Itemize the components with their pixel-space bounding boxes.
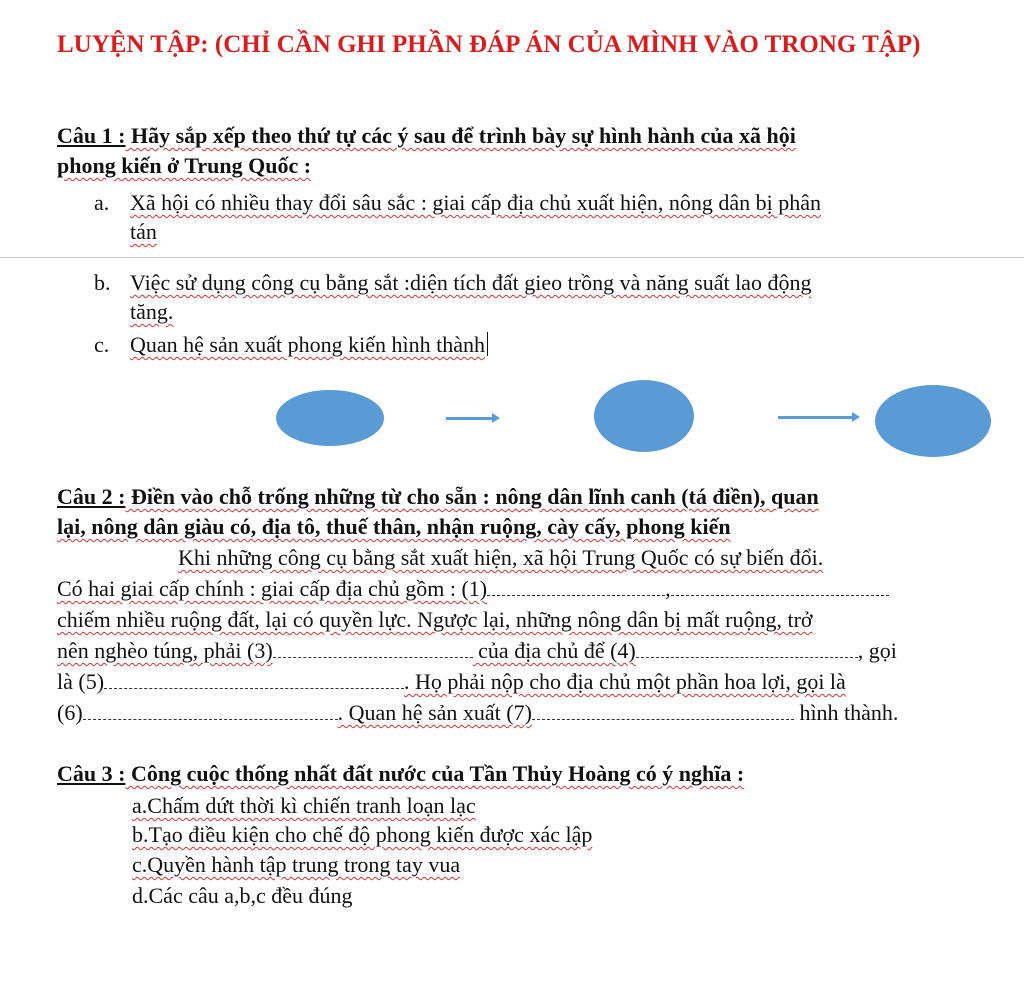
diagram-circle-2[interactable] xyxy=(594,380,694,452)
q1-option-b xyxy=(94,268,811,297)
q1-option-c-marker: c. xyxy=(94,332,110,357)
q3-option-c xyxy=(132,850,460,879)
q2-p4b: của địa chủ để (4) xyxy=(472,638,636,663)
q3-option-a xyxy=(132,791,476,820)
q1-heading-line1 xyxy=(57,121,796,150)
blank-6[interactable] xyxy=(83,715,338,720)
text-cursor xyxy=(487,332,488,356)
blank-2[interactable] xyxy=(671,591,889,596)
q2-p3: chiếm nhiều ruộng đất, lại có quyền lực. Ngược lại, những nông dân bị mất ruộng, trở xyxy=(57,607,813,632)
q2-text-line1: Điền vào chỗ trống những từ cho sẵn : nông dân lĩnh canh (tá điền), quan xyxy=(125,484,819,509)
q2-heading-line1 xyxy=(57,482,819,511)
q2-p5a: là (5) xyxy=(57,669,105,694)
q3-heading xyxy=(57,759,744,788)
q2-p6c: hình thành. xyxy=(793,700,899,725)
q1-option-b-line1: Việc sử dụng công cụ bằng sắt :diện tích đất gieo trồng và năng suất lao động xyxy=(130,270,812,295)
q3-label: Câu 3 : xyxy=(57,761,126,786)
q3-option-d-text: d.Các câu a,b,c đều đúng xyxy=(132,883,353,908)
q3-option-b-text: b.Tạo điều kiện cho chế độ phong kiến được xác lập xyxy=(132,822,593,847)
q3-text: Công cuộc thống nhất đất nước của Tần Thủy Hoàng có ý nghĩa : xyxy=(125,761,745,786)
q1-option-b-cont xyxy=(130,297,173,326)
q2-p1: Khi những công cụ bằng sắt xuất hiện, xã hội Trung Quốc có sự biến đổi. xyxy=(178,545,824,570)
q1-option-c-line1: Quan hệ sản xuất phong kiến hình thành xyxy=(130,332,485,357)
diagram-ellipse-1[interactable] xyxy=(276,390,384,446)
q2-paragraph-line4 xyxy=(57,636,897,665)
q1-option-b-line2: tăng. xyxy=(130,299,174,324)
diagram-arrow-1[interactable] xyxy=(446,417,494,420)
q1-text-line2: phong kiến ở Trung Quốc : xyxy=(57,153,312,178)
q3-option-b xyxy=(132,820,592,849)
q1-text-line1: Hãy sắp xếp theo thứ tự các ý sau để trình bày sự hình hành của xã hội xyxy=(125,123,796,148)
q3-option-c-text: c.Quyền hành tập trung trong tay vua xyxy=(132,852,461,877)
q1-label: Câu 1 : xyxy=(57,123,126,148)
q1-heading-line2 xyxy=(57,151,311,180)
q1-option-a-line2: tán xyxy=(130,219,157,244)
q2-paragraph-line1 xyxy=(178,543,823,572)
blank-4[interactable] xyxy=(636,653,858,658)
q1-option-a xyxy=(94,188,821,217)
q2-paragraph-line6 xyxy=(57,698,898,727)
page-break-line xyxy=(0,257,1024,258)
blank-5[interactable] xyxy=(104,684,404,689)
diagram-arrow-2[interactable] xyxy=(778,416,854,419)
q3-option-d xyxy=(132,881,353,910)
q2-heading-line2 xyxy=(57,512,731,541)
q1-option-c xyxy=(94,330,488,359)
q2-label: Câu 2 : xyxy=(57,484,126,509)
blank-3[interactable] xyxy=(273,653,473,658)
q2-paragraph-line5 xyxy=(57,667,846,696)
blank-7[interactable] xyxy=(532,715,794,720)
q3-option-a-text: a.Chấm dứt thời kì chiến tranh loạn lạc xyxy=(132,793,476,818)
q2-text-line2: lại, nông dân giàu có, địa tô, thuế thân, nhận ruộng, cày cấy, phong kiến xyxy=(57,514,731,539)
q2-p6b: . Quan hệ sản xuất (7) xyxy=(337,700,532,725)
q1-option-b-marker: b. xyxy=(94,270,111,295)
page-title: LUYỆN TẬP: (CHỈ CẦN GHI PHẦN ĐÁP ÁN CỦA MÌNH VÀO TRONG TẬP) xyxy=(57,31,921,58)
q2-p6a: (6) xyxy=(57,700,83,725)
q2-p2a: Có hai giai cấp chính : giai cấp địa chủ gồm : (1) xyxy=(57,576,488,601)
q2-p4c: , gọi xyxy=(857,638,897,663)
blank-1[interactable] xyxy=(487,591,665,596)
q2-p5b: . Họ phải nộp cho địa chủ một phần hoa lợi, gọi là xyxy=(404,669,846,694)
q2-p2-mid: , xyxy=(665,576,671,601)
q2-paragraph-line3 xyxy=(57,605,813,634)
diagram-ellipse-3[interactable] xyxy=(875,385,991,457)
q1-option-a-marker: a. xyxy=(94,190,110,215)
q2-p4a: nên nghèo túng, phải (3) xyxy=(57,638,273,663)
q1-option-a-line1: Xã hội có nhiều thay đổi sâu sắc : giai cấp địa chủ xuất hiện, nông dân bị phân xyxy=(130,190,821,215)
q1-option-a-cont xyxy=(130,217,157,246)
q2-paragraph-line2 xyxy=(57,574,889,603)
